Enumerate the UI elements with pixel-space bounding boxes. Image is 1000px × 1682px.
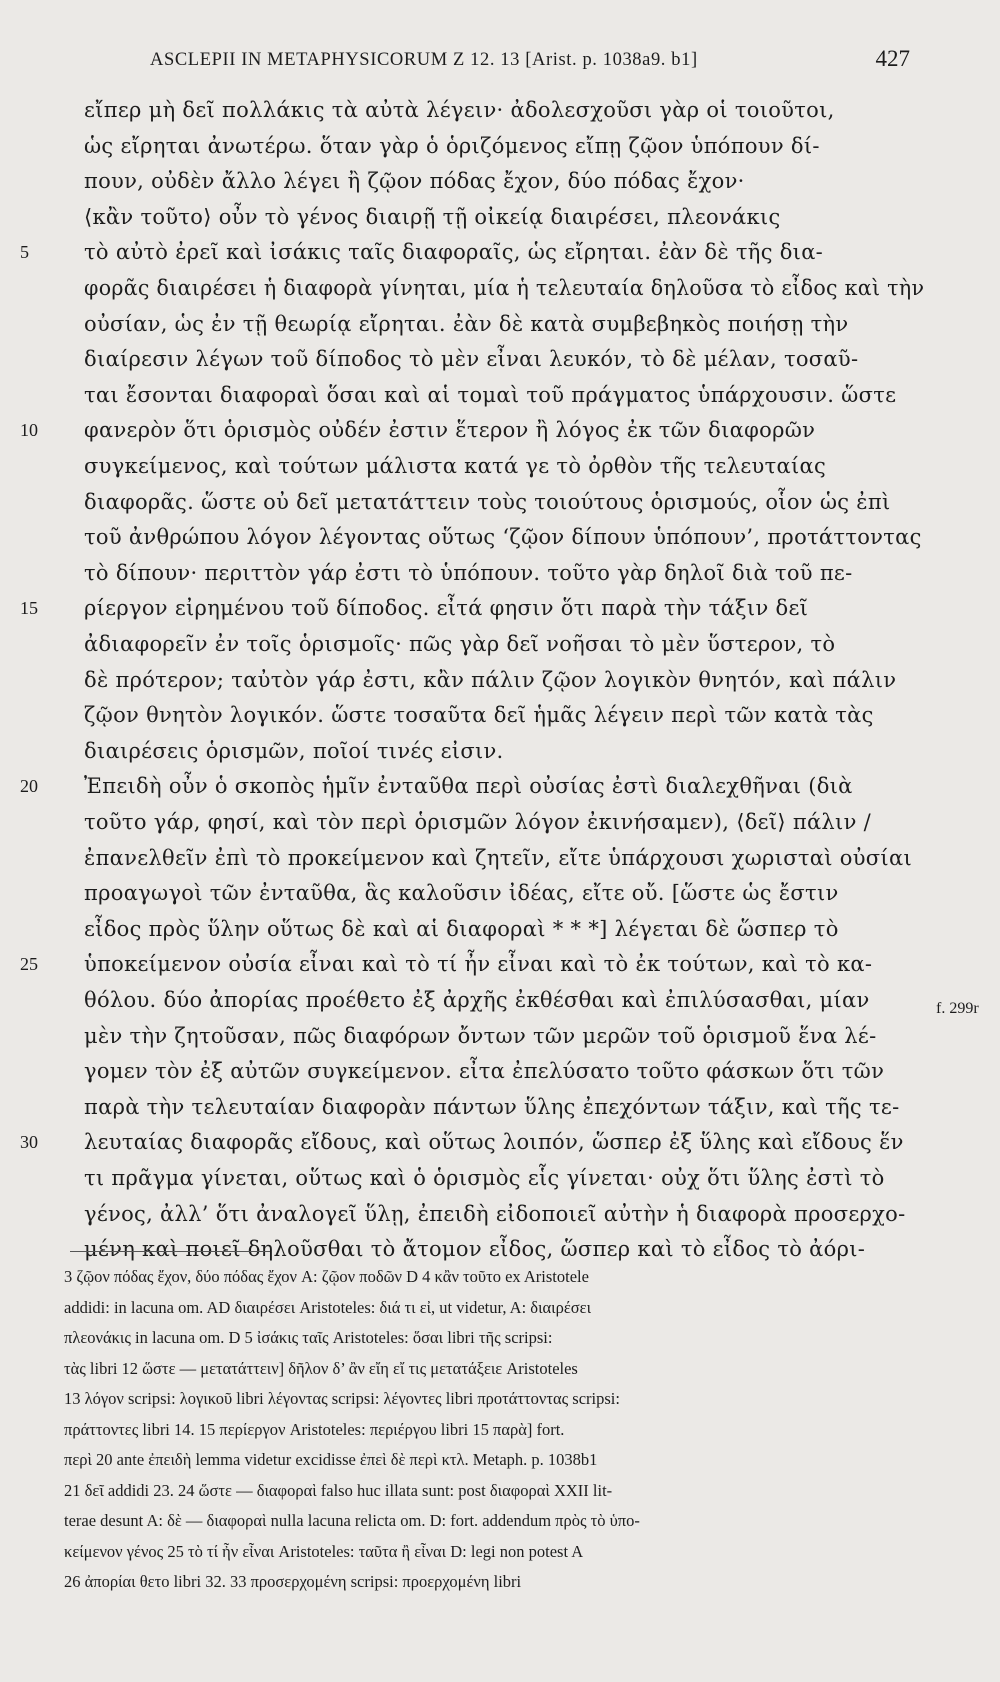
line-number: 20 [20,776,38,796]
text-line: γένος, ἀλλ’ ὅτι ἀναλογεῖ ὕλῃ, ἐπειδὴ εἰδοποιεῖ αὐτὴν ἡ διαφορὰ προσερχο- [84,1202,906,1226]
footnote-line: τὰς libri 12 ὥστε — μετατάττειν] δῆλον δ’ ἂν εἴη εἴ τις μετατάξειε Aristoteles [64,1359,578,1378]
line-number [20,983,60,1017]
text-line: γομεν τὸν ἐξ αὐτῶν συγκείμενον. εἶτα ἐπελύσατο τοῦτο φάσκων ὅτι τῶν [84,1059,885,1083]
line-number: 5 [20,242,29,262]
line-number [20,342,60,376]
line-number [20,93,60,127]
text-line: μένη καὶ ποιεῖ δηλοῦσθαι τὸ ἄτομον εἶδος, ὥσπερ καὶ τὸ εἶδος τὸ ἀόρι- [84,1237,866,1261]
footnote-line: περὶ 20 ante ἐπειδὴ lemma videtur excidisse ἐπεὶ δὲ περὶ κτλ. Metaph. p. 1038b1 [64,1450,598,1469]
text-line: φανερὸν ὅτι ὁρισμὸς οὐδέν ἐστιν ἕτερον ἢ λόγος ἐκ τῶν διαφορῶν [84,418,816,442]
text-line: διαίρεσιν λέγων τοῦ δίποδος τὸ μὲν εἶναι λευκόν, τὸ δὲ μέλαν, τοσαῦ- [84,347,859,371]
text-line: τὸ αὐτὸ ἐρεῖ καὶ ἰσάκις ταῖς διαφοραῖς, ὡς εἴρηται. ἐὰν δὲ τῆς δια- [84,240,824,264]
text-line: τοῦτο γάρ, φησί, καὶ τὸν περὶ ὁρισμῶν λόγον ἐκινήσαμεν), ⟨δεῖ⟩ πάλιν / [84,810,871,834]
page-number: 427 [875,46,910,71]
text-line: τι πρᾶγμα γίνεται, οὕτως καὶ ὁ ὁρισμὸς εἷς γίνεται· οὐχ ὅτι ὕλης ἐστὶ τὸ [84,1166,885,1190]
text-line: Ἐπειδὴ οὖν ὁ σκοπὸς ἡμῖν ἐνταῦθα περὶ οὐσίας ἐστὶ διαλεχθῆναι (διὰ [84,774,853,798]
footnote-rule [70,1251,270,1252]
line-number [20,449,60,483]
text-line: ὡς εἴρηται ἀνωτέρω. ὅταν γὰρ ὁ ὁριζόμενος εἴπῃ ζῷον ὑπόπουν δί- [84,134,820,158]
text-line: τοῦ ἀνθρώπου λόγον λέγοντας οὕτως ‘ζῷον δίπουν ὑπόπουν’, προτάττοντας [84,525,922,549]
text-line: ρίεργον εἰρημένου τοῦ δίποδος. εἶτά φησιν ὅτι παρὰ τὴν τάξιν δεῖ [84,596,809,620]
line-number: 10 [20,420,38,440]
text-line: τὸ δίπουν· περιττὸν γάρ ἐστι τὸ ὑπόπουν. τοῦτο γὰρ δηλοῖ διὰ τοῦ πε- [84,561,853,585]
line-number [20,164,60,198]
running-head [150,46,910,71]
line-number [20,1232,60,1266]
line-number [20,663,60,697]
line-number [20,520,60,554]
text-line: διαιρέσεις ὁρισμῶν, ποῖοί τινές εἰσιν. [84,739,504,763]
line-number [20,1090,60,1124]
line-number [20,876,60,910]
line-number [20,805,60,839]
text-line: ται ἔσονται διαφοραὶ ὅσαι καὶ αἱ τομαὶ τοῦ πράγματος ὑπάρχουσιν. ὥστε [84,383,897,407]
line-number [20,1019,60,1053]
line-number [20,378,60,412]
text-line: ⟨κἂν τοῦτο⟩ οὖν τὸ γένος διαιρῇ τῇ οἰκείᾳ διαιρέσει, πλεονάκις [84,205,781,229]
footnote-line: addidi: in lacuna om. AD διαιρέσει Aristoteles: διά τι εἰ, ut videtur, A: διαιρέσει [64,1298,592,1317]
line-number [20,129,60,163]
text-line: προαγωγοὶ τῶν ἐνταῦθα, ἃς καλοῦσιν ἰδέας, εἴτε οὔ. [ὥστε ὡς ἔστιν [84,881,839,905]
text-line: δὲ πρότερον; ταὐτὸν γάρ ἐστι, κἂν πάλιν ζῷον λογικὸν θνητόν, καὶ πάλιν [84,668,897,692]
text-line: πουν, οὐδὲν ἄλλο λέγει ἢ ζῷον πόδας ἔχον, δύο πόδας ἔχον· [84,169,745,193]
line-number [20,627,60,661]
footnote-line: 21 δεῖ addidi 23. 24 ὥστε — διαφοραὶ falso huc illata sunt: post διαφοραὶ XXII lit- [64,1481,613,1500]
text-line: ἀδιαφορεῖν ἐν τοῖς ὁρισμοῖς· πῶς γὰρ δεῖ νοῆσαι τὸ μὲν ὕστερον, τὸ [84,632,836,656]
footnote-line: πλεονάκις in lacuna om. D 5 ἰσάκις ταῖς Aristoteles: ὅσαι libri τῆς scripsi: [64,1328,553,1347]
text-line: ζῷον θνητὸν λογικόν. ὥστε τοσαῦτα δεῖ ἡμᾶς λέγειν περὶ τῶν κατὰ τὰς [84,703,874,727]
line-number [20,1054,60,1088]
text-line: οὐσίαν, ὡς ἐν τῇ θεωρίᾳ εἴρηται. ἐὰν δὲ κατὰ συμβεβηκὸς ποιήσῃ τὴν [84,312,849,336]
line-number [20,1161,60,1195]
footnote-line: 3 ζῷον πόδας ἔχον, δύο πόδας ἔχον A: ζῷον ποδῶν D 4 κἂν τοῦτο ex Aristotele [64,1267,589,1286]
line-number [20,698,60,732]
text-line: συγκείμενος, καὶ τούτων μάλιστα κατά γε τὸ ὀρθὸν τῆς τελευταίας [84,454,827,478]
footnote-line: 13 λόγον scripsi: λογικοῦ libri λέγοντας scripsi: λέγοντες libri προτάττοντας scripsi: [64,1389,620,1408]
text-line: εἴπερ μὴ δεῖ πολλάκις τὰ αὐτὰ λέγειν· ἀδολεσχοῦσι γὰρ οἱ τοιοῦτοι, [84,98,835,122]
line-number [20,556,60,590]
text-line: φορᾶς διαιρέσει ἡ διαφορὰ γίνηται, μία ἡ τελευταία δηλοῦσα τὸ εἶδος καὶ τὴν [84,276,925,300]
line-number: 25 [20,954,38,974]
line-number [20,734,60,768]
line-number [20,307,60,341]
line-number [20,1197,60,1231]
line-number [20,841,60,875]
footnote-line: terae desunt A: δὲ — διαφοραὶ nulla lacuna relicta om. D: fort. addendum πρὸς τὸ ὑπο- [64,1511,640,1530]
running-title: ASCLEPII IN METAPHYSICORUM Z 12. 13 [Arist. p. 1038a9. b1] [150,50,698,70]
footnote-line: 26 ἀπορίαι θετο libri 32. 33 προσερχομένη scripsi: προερχομένη libri [64,1572,522,1591]
text-line: εἶδος πρὸς ὕλην οὕτως δὲ καὶ αἱ διαφοραὶ * * *] λέγεται δὲ ὥσπερ τὸ [84,917,839,941]
line-number [20,485,60,519]
text-line: διαφορᾶς. ὥστε οὐ δεῖ μετατάττειν τοὺς τοιούτους ὁρισμούς, οἷον ὡς ἐπὶ [84,490,891,514]
line-number [20,271,60,305]
text-line: ἐπανελθεῖν ἐπὶ τὸ προκείμενον καὶ ζητεῖν, εἴτε ὑπάρχουσι χωρισταὶ οὐσίαι [84,846,912,870]
text-line: μὲν τὴν ζητοῦσαν, πῶς διαφόρων ὄντων τῶν μερῶν τοῦ ὁρισμοῦ ἕνα λέ- [84,1024,877,1048]
text-line: ὑποκείμενον οὐσία εἶναι καὶ τὸ τί ἦν εἶναι καὶ τὸ ἐκ τούτων, καὶ τὸ κα- [84,952,873,976]
line-number: 15 [20,598,38,618]
text-line: παρὰ τὴν τελευταίαν διαφορὰν πάντων ὕλης ἐπεχόντων τάξιν, καὶ τῆς τε- [84,1095,900,1119]
line-number: 30 [20,1132,38,1152]
footnote-line: κείμενον γένος 25 τὸ τί ἦν εἶναι Aristoteles: ταῦτα ἢ εἶναι D: legi non potest A [64,1542,584,1561]
line-number [20,912,60,946]
line-number [20,200,60,234]
folio-margin-note: f. 299r [936,1000,979,1017]
text-line: λευταίας διαφορᾶς εἴδους, καὶ οὕτως λοιπόν, ὥσπερ ἐξ ὕλης καὶ εἴδους ἕν [84,1130,904,1154]
footnote-line: πράττοντες libri 14. 15 περίεργον Aristoteles: περιέργου libri 15 παρὰ] fort. [64,1420,565,1439]
text-line: θόλου. δύο ἀπορίας προέθετο ἐξ ἀρχῆς ἐκθέσθαι καὶ ἐπιλύσασθαι, μίαν [84,988,870,1012]
